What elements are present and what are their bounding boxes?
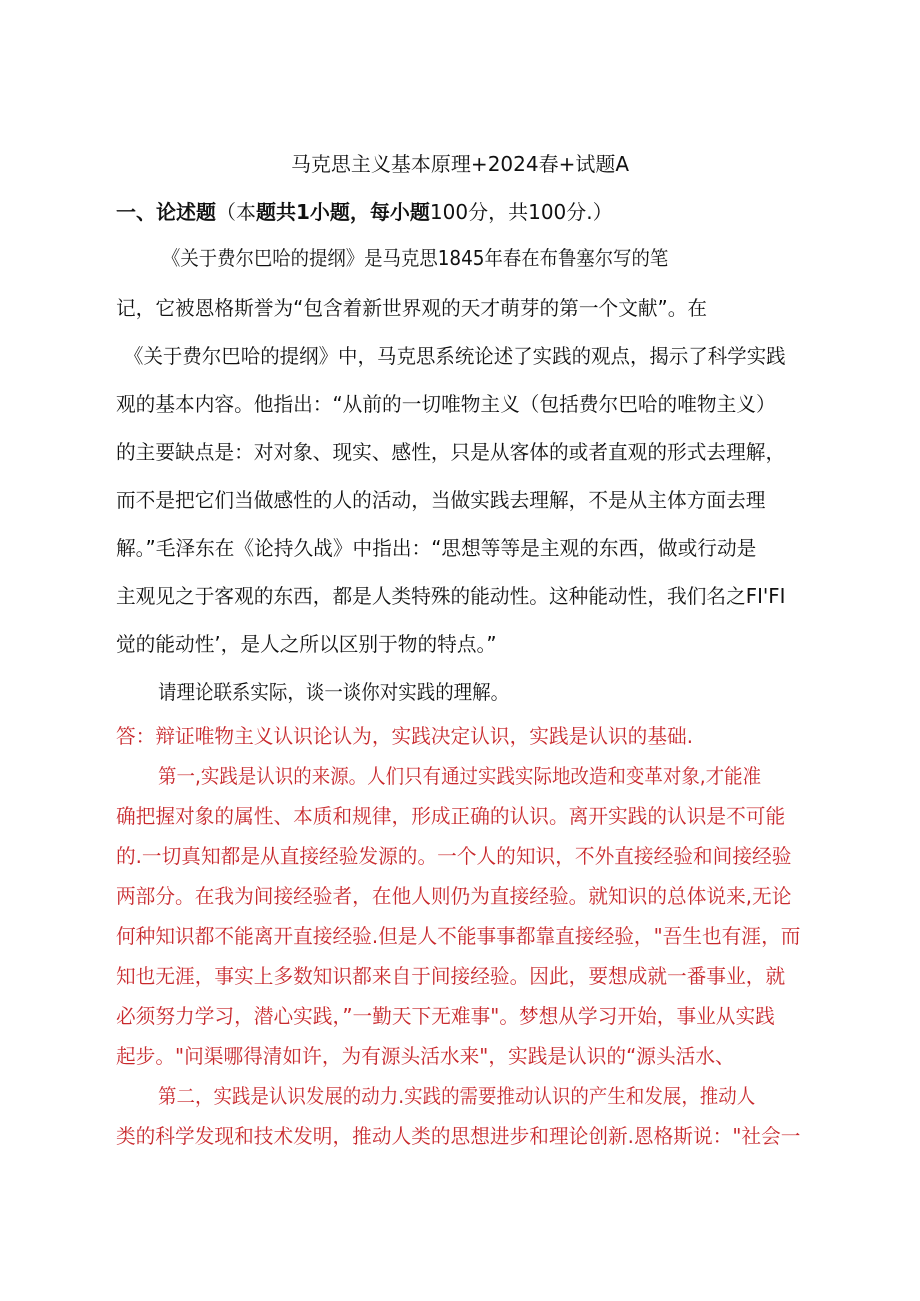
answer-line: 第二，实践是认识发展的动力.实践的需要推动认识的产生和发展，推动人	[158, 1084, 756, 1108]
answer-line: 答：辩证唯物主义认识论认为，实践决定认识，实践是认识的基础.	[116, 724, 693, 748]
question-prompt: 请理论联系实际，谈一谈你对实践的理解。	[158, 680, 510, 704]
question-line: 而不是把它们当做感性的人的活动，当做实践去理解，不是从主体方面去理	[116, 488, 766, 512]
answer-line: 起步。"问渠哪得清如许，为有源头活水来"，实践是认识的“源头活水、	[116, 1044, 735, 1068]
section-note-bold: 题共1小题，每小题	[256, 200, 430, 224]
question-line: 记，它被恩格斯誉为“包含着新世界观的天才萌芽的第一个文献”。在	[116, 296, 708, 320]
section-number: 一、	[116, 200, 156, 224]
answer-line: 两部分。在我为间接经验者，在他人则仍为直接经验。就知识的总体说来,无论	[116, 884, 792, 908]
document-title: 马克思主义基本原理+2024春+试题A	[290, 152, 630, 176]
answer-line: 的.一切真知都是从直接经验发源的。一个人的知识，不外直接经验和间接经验	[116, 844, 792, 868]
section-note-1: （本	[216, 200, 256, 224]
question-line: 观的基本内容。他指出：“从前的一切唯物主义（包括费尔巴哈的唯物主义）	[116, 392, 776, 416]
answer-line: 类的科学发现和技术发明，推动人类的思想进步和理论创新.恩格斯说："社会一	[116, 1124, 801, 1148]
section-note-2: 100分，共100分.）	[429, 200, 613, 224]
answer-line: 必须努力学习，潜心实践，”一勤天下无难事"。梦想从学习开始，事业从实践	[116, 1004, 775, 1028]
question-line: 主观见之于客观的东西，都是人类特殊的能动性。这种能动性，我们名之FI'FI	[116, 584, 786, 608]
question-line: 《关于费尔巴哈的提纲》是马克思1845年春在布鲁塞尔写的笔	[162, 246, 669, 270]
answer-line: 确把握对象的属性、本质和规律，形成正确的认识。离开实践的认识是不可能	[116, 804, 786, 828]
question-line: 的主要缺点是：对对象、现实、感性，只是从客体的或者直观的形式去理解，	[116, 440, 786, 464]
answer-line: 何种知识都不能离开直接经验.但是人不能事事都靠直接经验，"吾生也有涯，而	[116, 924, 801, 948]
question-line: 《关于费尔巴哈的提纲》中，马克思系统论述了实践的观点，揭示了科学实践	[124, 344, 786, 368]
section-heading	[116, 198, 613, 226]
section-name: 论述题	[156, 200, 216, 224]
question-line: 解。”毛泽东在《论持久战》中指出：“思想等等是主观的东西，做或行动是	[116, 536, 757, 560]
question-line: 觉的能动性’，是人之所以区别于物的特点。”	[116, 632, 497, 656]
answer-line: 第一,实践是认识的来源。人们只有通过实践实际地改造和变革对象,才能准	[158, 764, 762, 788]
answer-line: 知也无涯，事实上多数知识都来自于间接经验。因此，要想成就一番事业，就	[116, 964, 786, 988]
